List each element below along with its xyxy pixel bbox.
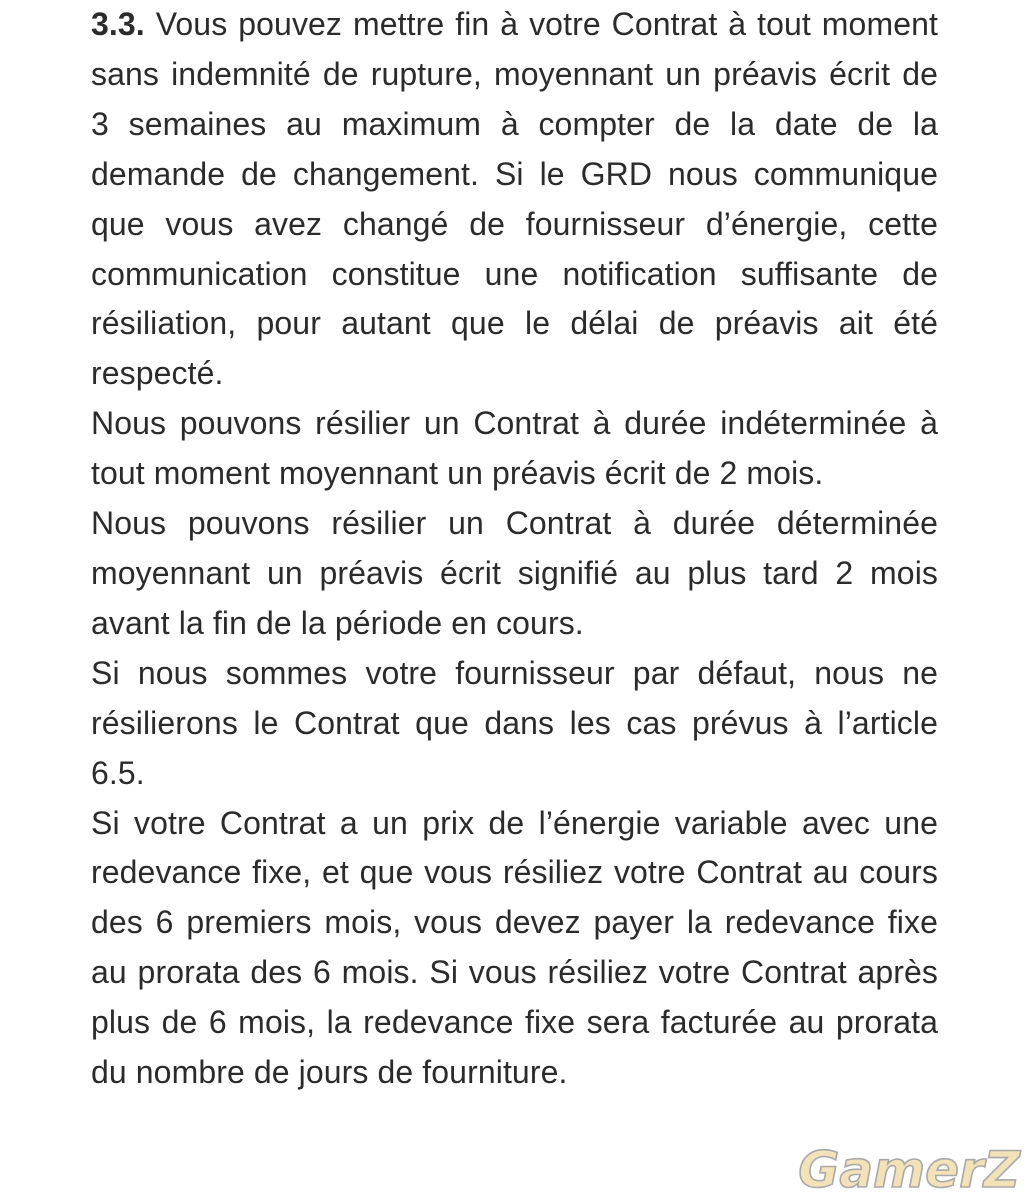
paragraph: Si nous sommes votre fournisseur par défaut, nous ne résilierons le Contrat que dans les cas prévus à l’article 6.5. (91, 654, 938, 791)
document-body (91, 0, 938, 1098)
paragraph: Nous pouvons résilier un Contrat à durée indéterminée à tout moment moyennant un préavis écrit de 2 mois. (91, 405, 938, 492)
paragraph-3-3 (91, 0, 938, 399)
paragraph: Si votre Contrat a un prix de l’énergie variable avec une redevance fixe, et que vous résiliez votre Contrat au cours des 6 premiers mois, vous devez payer la redevance fixe au prorata des 6 mois. Si vous résiliez votre Contrat après plus de 6 mois, la redevance fixe sera facturée au prorata du nombre de jours de fourniture. (91, 804, 938, 1091)
watermark-logo (774, 1138, 1024, 1198)
watermark-text: GamerZ (798, 1141, 1020, 1198)
paragraph-text: Vous pouvez mettre fin à votre Contrat à tout moment sans indemnité de rupture, moyennant un préavis écrit de 3 semaines au maximum à compter de la date de la demande de changement. Si le GRD nous communique que vous avez changé de fournisseur d’énergie, cette communication constitue une notification suffisante de résiliation, pour autant que le délai de préavis ait été respecté. (91, 6, 938, 392)
paragraph: Nous pouvons résilier un Contrat à durée déterminée moyennant un préavis écrit signifié au plus tard 2 mois avant la fin de la période en cours. (91, 505, 938, 641)
section-number: 3.3. (91, 6, 145, 42)
